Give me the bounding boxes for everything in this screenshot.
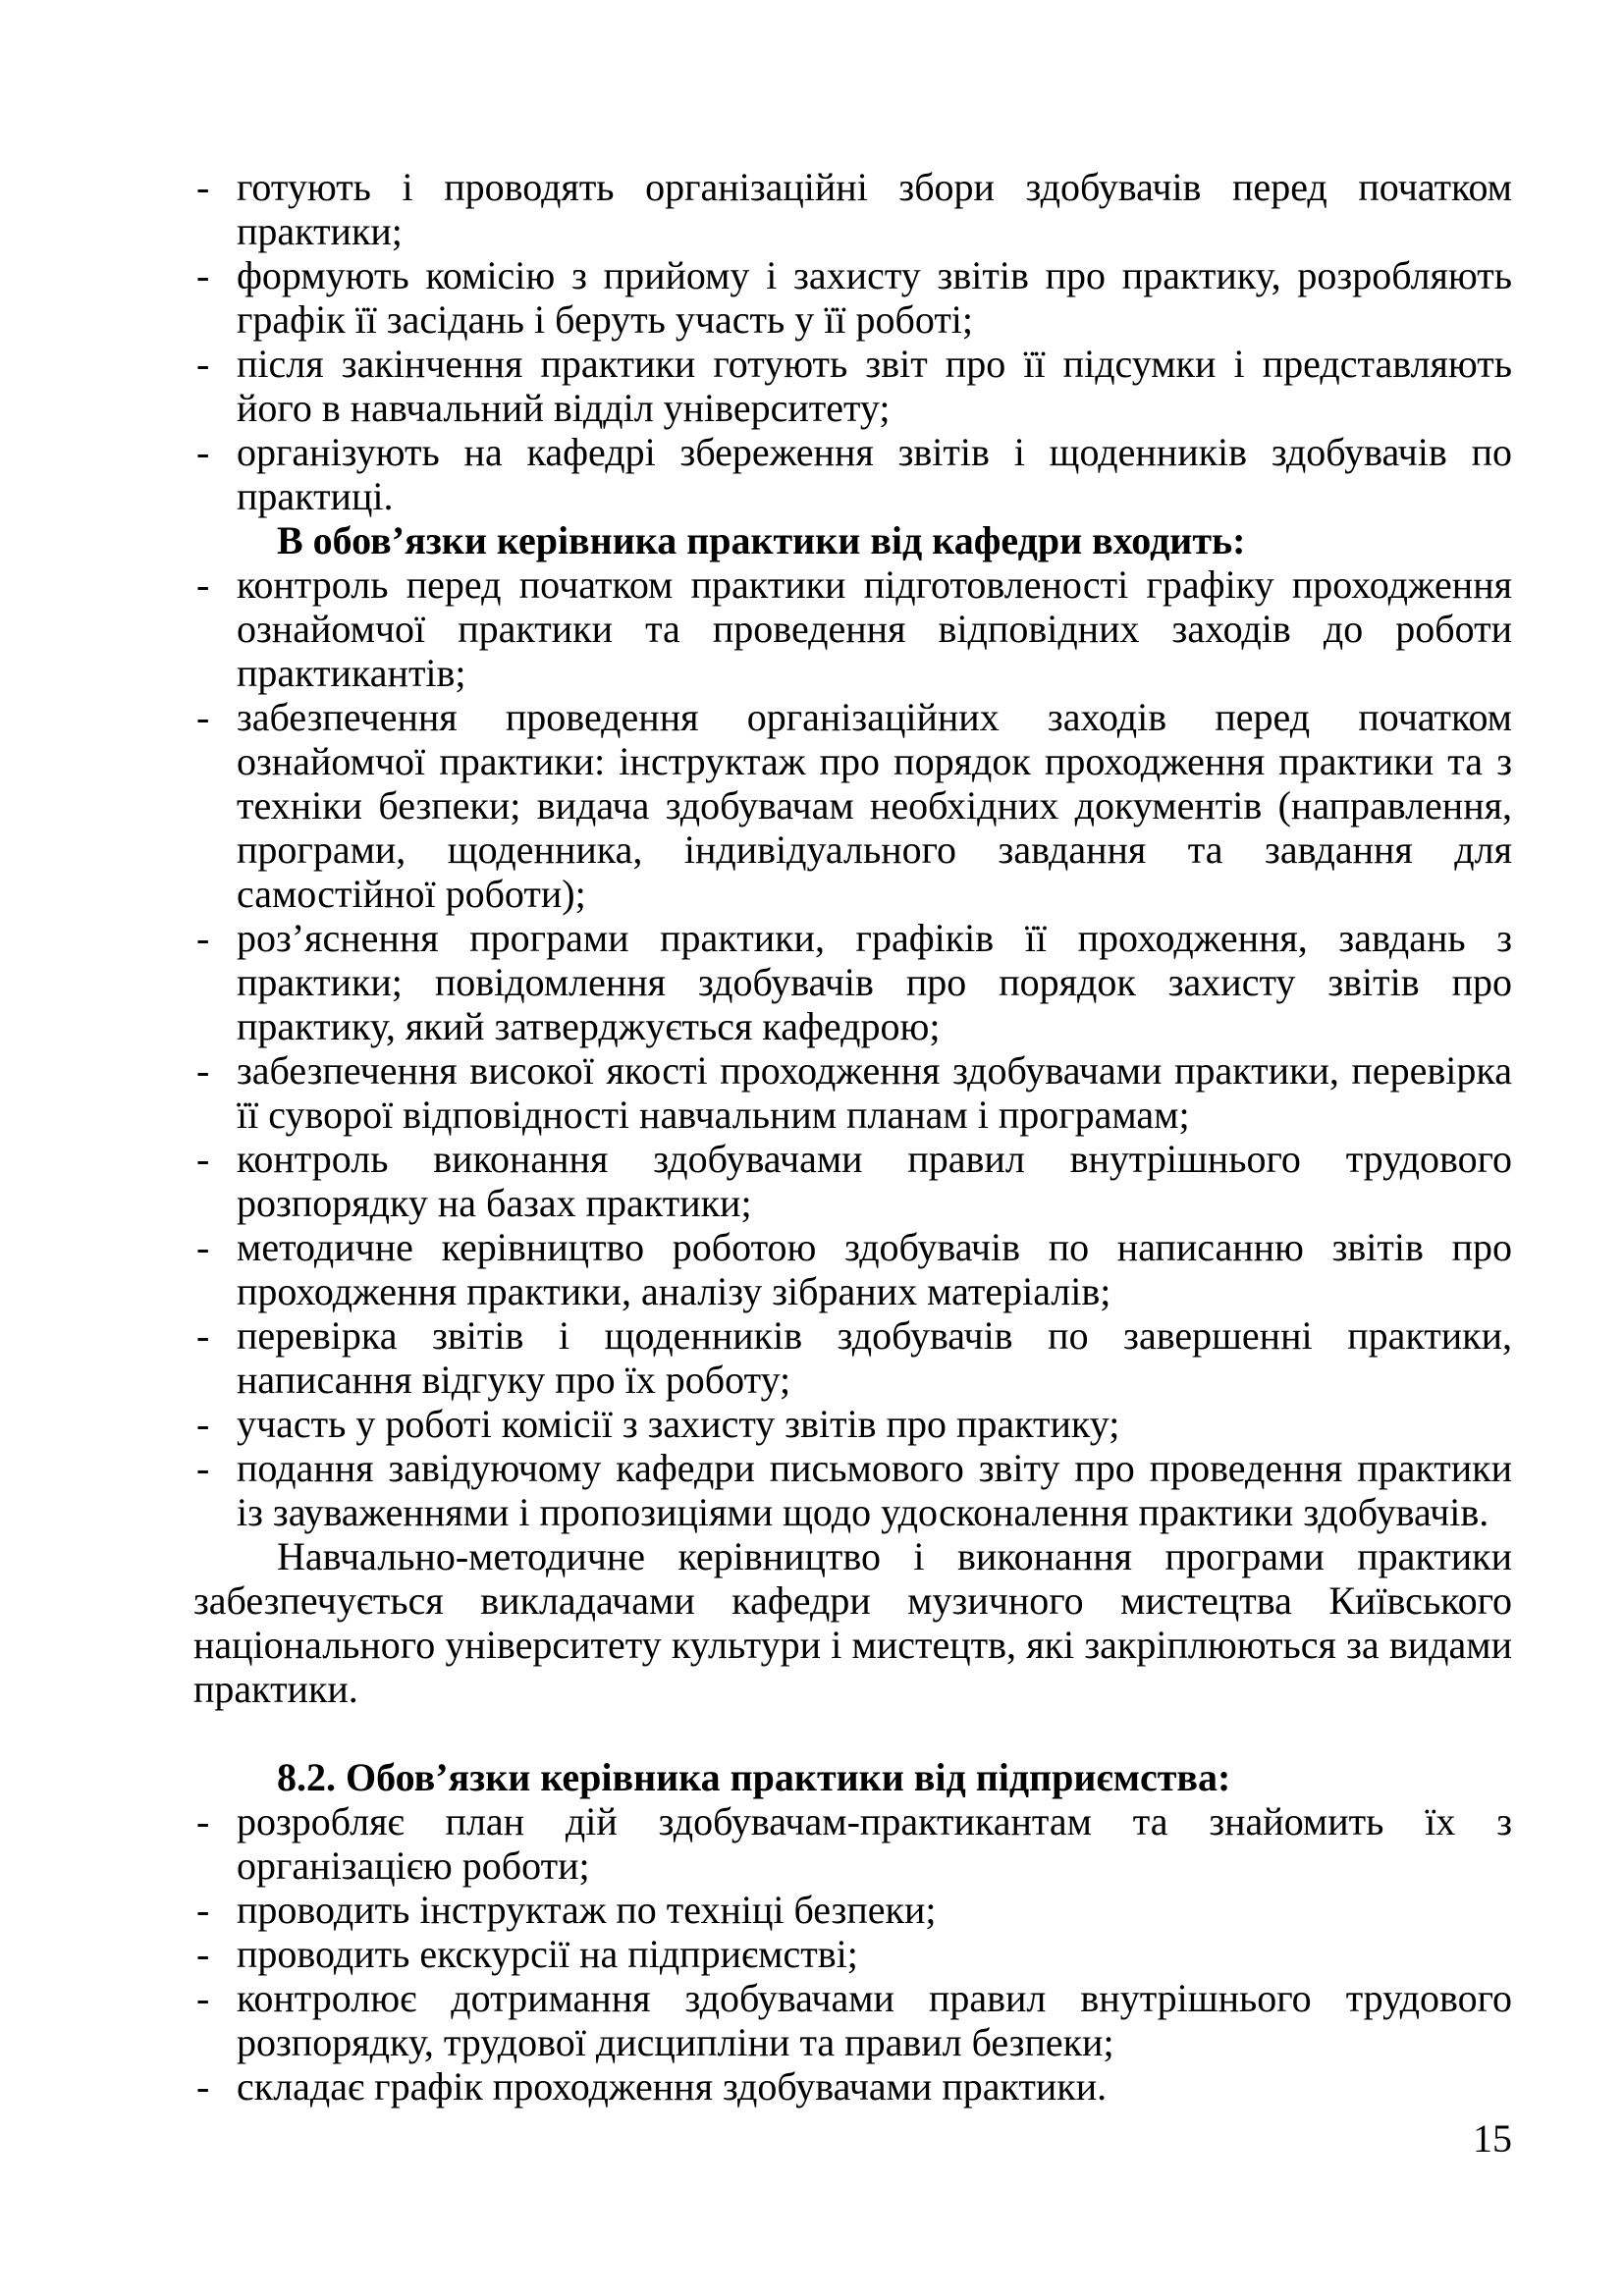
section-heading-department-duties: В обов’язки керівника практики від кафедри входить: [277, 518, 1246, 562]
bullet-marker: - [196, 1137, 210, 1181]
bullet-list-duties-general [193, 165, 1512, 518]
list-item [193, 1402, 1512, 1446]
bullet-text: організують на кафедрі збереження звітів і щоденників здобувачів по практиці. [237, 430, 1512, 518]
bullet-marker: - [196, 1446, 210, 1490]
bullet-marker: - [196, 1976, 210, 2020]
list-item [193, 562, 1512, 695]
list-item [193, 2064, 1512, 2109]
list-item [193, 1932, 1512, 1976]
list-item [193, 1976, 1512, 2064]
bullet-marker: - [196, 2064, 210, 2109]
list-item [193, 342, 1512, 430]
bullet-marker: - [196, 1225, 210, 1269]
list-item [193, 1888, 1512, 1932]
bullet-marker: - [196, 562, 210, 607]
bullet-marker: - [196, 1932, 210, 1976]
bullet-marker: - [196, 253, 210, 297]
bullet-marker: - [196, 916, 210, 960]
list-item [193, 165, 1512, 253]
bullet-text: роз’яснення програми практики, графіків її проходження, завдань з практики; повідомлення здобувачів про порядок захисту звітів про практику, який затверджується кафедрою; [237, 916, 1512, 1048]
bullet-list-duties-enterprise [193, 1799, 1512, 2109]
bullet-marker: - [196, 695, 210, 739]
list-item [193, 1799, 1512, 1888]
bullet-text: методичне керівництво роботою здобувачів по написанню звітів про проходження практики, аналізу зібраних матеріалів; [237, 1225, 1512, 1313]
bullet-marker: - [196, 430, 210, 474]
list-item [193, 916, 1512, 1048]
list-item [193, 430, 1512, 518]
list-item [193, 1313, 1512, 1402]
bullet-text: контроль виконання здобувачами правил внутрішнього трудового розпорядку на базах практики; [237, 1137, 1512, 1225]
bullet-text: після закінчення практики готують звіт про її підсумки і представляють його в навчальний відділ університету; [237, 342, 1512, 430]
bullet-text: контроль перед початком практики підготовленості графіку проходження ознайомчої практики та проведення відповідних заходів до роботи практикантів; [237, 562, 1512, 695]
bullet-text: подання завідуючому кафедри письмового звіту про проведення практики із зауваженнями і пропозиціями щодо удосконалення практики здобувачів. [237, 1446, 1512, 1534]
bullet-text: готують і проводять організаційні збори здобувачів перед початком практики; [237, 165, 1512, 253]
bullet-text: перевірка звітів і щоденників здобувачів по завершенні практики, написання відгуку про їх роботу; [237, 1313, 1512, 1402]
bullet-marker: - [196, 342, 210, 386]
bullet-text: розробляє план дій здобувачам-практикантам та знайомить їх з організацією роботи; [237, 1799, 1512, 1888]
list-item [193, 1225, 1512, 1313]
bullet-text: проводить екскурсії на підприємстві; [237, 1932, 858, 1976]
bullet-text: контролює дотримання здобувачами правил внутрішнього трудового розпорядку, трудової дисципліни та правил безпеки; [237, 1976, 1512, 2064]
bullet-list-duties-department [193, 562, 1512, 1534]
list-item [193, 1446, 1512, 1534]
page-number: 15 [1473, 2116, 1512, 2161]
bullet-marker: - [196, 1048, 210, 1093]
list-item [193, 1137, 1512, 1225]
list-item [193, 695, 1512, 916]
bullet-marker: - [196, 1888, 210, 1932]
bullet-marker: - [196, 1799, 210, 1843]
bullet-text: участь у роботі комісії з захисту звітів про практику; [237, 1402, 1120, 1446]
bullet-text: формують комісію з прийому і захисту звітів про практику, розробляють графік її засідань і беруть участь у її роботі; [237, 253, 1512, 342]
bullet-marker: - [196, 1313, 210, 1358]
list-item [193, 1048, 1512, 1137]
page-content [193, 165, 1512, 2109]
bullet-marker: - [196, 1402, 210, 1446]
body-paragraph: Навчально-методичне керівництво і виконання програми практики забезпечується викладачами кафедри музичного мистецтва Київського національного університету культури і мистецтв, які закріплюються за видами практики. [193, 1534, 1512, 1711]
bullet-text: проводить інструктаж по техніці безпеки; [237, 1888, 937, 1932]
bullet-text: складає графік проходження здобувачами практики. [237, 2064, 1108, 2109]
bullet-text: забезпечення високої якості проходження здобувачами практики, перевірка її суворої відповідності навчальним планам і програмам; [237, 1048, 1512, 1137]
bullet-text: забезпечення проведення організаційних заходів перед початком ознайомчої практики: інструктаж про порядок проходження практики та з техніки безпеки; видача здобувачам необхідних документів (направлення, програми, щоденника, індивідуального завдання та завдання для самостійної роботи); [237, 695, 1512, 916]
bullet-marker: - [196, 165, 210, 209]
section-heading-enterprise-duties: 8.2. Обов’язки керівника практики від підприємства: [277, 1755, 1231, 1799]
list-item [193, 253, 1512, 342]
